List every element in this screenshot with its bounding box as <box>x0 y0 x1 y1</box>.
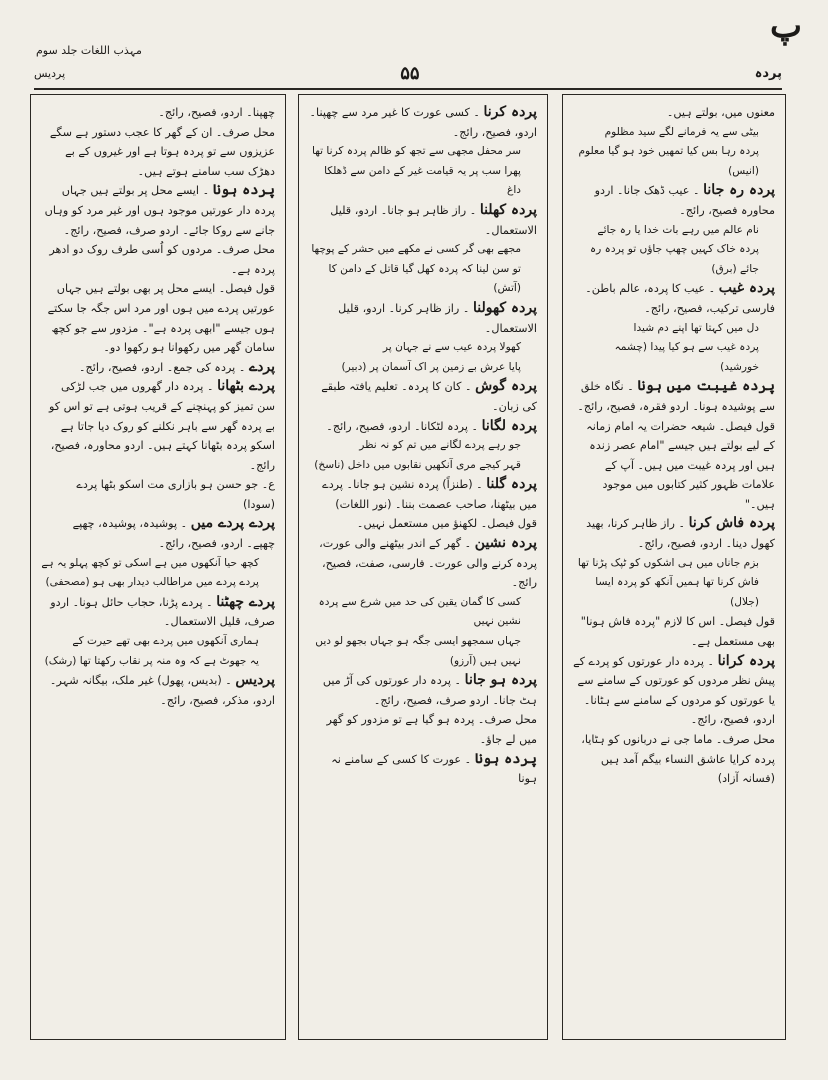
entry-definition: پردے پڑنا، حجاب حائل ہونا۔ اردو صرف، قلیل الاستعمال۔ <box>50 595 275 629</box>
dictionary-entry: پردہ ہونا ۔ عورت کا کسی کے سامنے نہ ہونا <box>331 750 537 786</box>
entry-verse-line: سر محفل مجھی سے تجھ کو ظالم پردہ کرنا تھا <box>311 145 521 158</box>
entry-definition: پردہ کی جمع۔ اردو، فصیح، رائج۔ <box>78 360 236 374</box>
entry-definition: محل صرف۔ پردہ ہو گیا ہے تو مزدور کو گھر میں لے جاؤ۔ <box>326 713 537 746</box>
book-title: مہذب اللغات جلد سوم <box>36 44 142 57</box>
entry-verse-line: قہر کیجے مری آنکھیں نقابوں میں داخل (ناسخ) <box>314 458 521 471</box>
entry-verse-line: پردے پردے میں مراطالب دیدار بھی ہو (مصحفی) <box>45 576 259 589</box>
dictionary-entry <box>309 142 537 201</box>
dictionary-entry <box>573 730 775 789</box>
entry-definition: راز ظاہر کرنا، بھید کھول دینا۔ اردو، فصیح، رائج۔ <box>586 517 775 551</box>
dictionary-entry: پردہ ہونا ۔ ایسے محل پر بولتے ہیں جہاں پردہ دار عورتیں موجود ہوں اور غیر مرد کو وہاں جانے سے روکا جائے۔ اردو صرف، فصیح، رائج۔ <box>44 182 275 237</box>
entry-headword: پردہ کھلنا <box>479 201 537 218</box>
dictionary-entry: پردہ کھلنا ۔ راز ظاہر ہو جانا۔ اردو، قلیل الاستعمال۔ <box>330 201 537 237</box>
entry-definition: معنوں میں، بولتے ہیں۔ <box>666 106 775 119</box>
dictionary-entry: پردہ ہو جانا ۔ پردہ دار عورتوں کی آڑ میں ہٹ جانا۔ اردو صرف، فصیح، رائج۔ <box>322 672 537 707</box>
dictionary-entry: پردہ کھولنا ۔ راز ظاہر کرنا۔ اردو، قلیل الاستعمال۔ <box>338 299 537 335</box>
entry-headword: پردہ لگانا <box>481 417 537 434</box>
entry-definition: قول فیصل۔ اس کا لازم "پردہ فاش ہونا" بھی مستعمل ہے۔ <box>580 615 775 649</box>
entry-verse-line: دل میں کہتا تھا اپنے دم شیدا <box>633 321 759 334</box>
dictionary-entry <box>309 593 537 671</box>
entry-headword: پردیس <box>235 672 275 689</box>
entry-headword: پردے چھٹنا <box>216 593 275 610</box>
entry-verse-line: پردہ خاک کہیں چھپ جاؤں تو پردہ رہ جائے (برق) <box>589 243 759 275</box>
header-last-word: پردیس <box>34 66 66 80</box>
dictionary-entry <box>573 319 775 378</box>
entry-definition: قول فیصل۔ شیعہ حضرات یہ امام زمانہ کے لیے بولتے ہیں جیسے "امام عصر زندہ ہیں اور پردہ غیبت میں ہیں۔ آپ کے علامات ظہور کثیر کتابوں میں موجود ہیں۔" <box>586 419 775 511</box>
dictionary-entry <box>309 436 537 475</box>
dictionary-entry <box>41 279 275 357</box>
dictionary-entry <box>41 103 275 123</box>
dictionary-entry <box>41 123 275 182</box>
header-first-word: پردہ <box>754 65 782 81</box>
page-header <box>34 58 782 90</box>
dictionary-entry: پردیس ۔ (بدیس، پھول) غیر ملک، بیگانہ شہر۔ اردو، مذکر، فصیح، رائج۔ <box>49 672 275 707</box>
dictionary-entry: پردہ رہ جانا ۔ عیب ڈھک جانا۔ اردو محاورہ فصیح، رائج۔ <box>594 182 775 217</box>
entry-headword: پردے بٹھانا <box>217 378 275 395</box>
entry-definition: محل صرف۔ ماما جی نے دربانوں کو ہٹایا، پردہ کرایا عاشق النساء بیگم آمد ہیں (فسانہ آزاد) <box>581 733 775 786</box>
dictionary-entry <box>309 514 537 534</box>
dictionary-entry <box>41 475 275 514</box>
entry-headword: پردہ گوش <box>475 378 537 395</box>
entry-verse-line: تو سن لینا کہ پردہ کھل گیا قاتل کے دامن کا (آتش) <box>328 262 521 295</box>
entry-headword: پردہ کھولنا <box>472 299 537 316</box>
page-number: ۵۵ <box>400 62 420 84</box>
dictionary-entry <box>309 338 537 377</box>
dictionary-entry <box>309 710 537 749</box>
entry-verse-line: کچھ حیا آنکھوں میں ہے اسکی تو کچھ پہلو یہ ہے <box>41 556 259 569</box>
dictionary-entry <box>573 554 775 613</box>
dictionary-entry: پردہ غیبت میں ہونا ۔ نگاہ خلق سے پوشیدہ ہونا۔ اردو فقرہ، فصیح، رائج۔ <box>577 378 775 413</box>
entry-verse-line: جہاں سمجھو ایسی جگہ ہو جہاں بجھو لو دیں نہیں ہیں (آرزو) <box>315 635 521 667</box>
column-middle <box>298 94 548 1040</box>
entry-definition: چھپنا۔ اردو، فصیح، رائج۔ <box>158 106 275 119</box>
entry-definition: قول فیصل۔ لکھنؤ میں مستعمل نہیں۔ <box>356 517 537 531</box>
entry-headword: پردہ رہ جانا <box>703 182 775 199</box>
entry-verse-line: پردہ رہا بس کیا تمھیں خود ہو گیا معلوم (انیس) <box>578 145 759 177</box>
entry-verse-line: پردہ غیب سے ہو کیا پیدا (چشمہ خورشید) <box>614 341 759 373</box>
dictionary-entry <box>573 123 775 182</box>
entry-headword: پردے پردے میں <box>190 515 275 532</box>
dictionary-entry: پردے پردے میں ۔ پوشیدہ، پوشیدہ، چھپے چھپے۔ اردو، فصیح، رائج۔ <box>72 515 275 551</box>
entry-verse-line: بزم جاناں میں ہی اشکوں کو ٹپک پڑنا تھا <box>577 556 759 569</box>
entry-headword: پردہ ہونا <box>212 182 275 199</box>
entry-definition: پردہ دار عورتوں کو پردے کے پیش نظر مردوں کو عورتوں کے سامنے سے یا عورتوں کو مردوں کے سامنے سے ہٹانا۔ اردو، فصیح، رائج۔ <box>573 654 775 727</box>
entry-verse-line: نام عالم میں رہے بات خدا یا رہ جائے <box>597 223 759 236</box>
entry-definition: قول فیصل۔ ایسے محل پر بھی بولتے ہیں جہاں عورتیں پردے میں ہوں اور مرد اس جگہ جا سکتے ہوں جیسے "ابھی پردہ ہے"۔ مزدور سے جو کچھ سامان گھر میں رکھوانا ہو رکھوا دو۔ <box>47 282 275 355</box>
dictionary-entry <box>573 417 775 515</box>
column-left <box>30 94 286 1040</box>
dictionary-entry <box>573 612 775 651</box>
entry-definition: عورت کا کسی کے سامنے نہ ہونا <box>331 752 537 786</box>
dictionary-entry: پردے چھٹنا ۔ پردے پڑنا، حجاب حائل ہونا۔ اردو صرف، قلیل الاستعمال۔ <box>50 593 275 629</box>
dictionary-entry: پردہ لگانا ۔ پردہ لٹکانا۔ اردو، فصیح، رائج۔ <box>326 417 537 434</box>
entry-definition: (طنزاً) پردہ نشین ہو جانا۔ پردے میں بیٹھنا، صاحب عصمت بننا۔ (نور اللغات) <box>322 478 537 511</box>
entry-definition: پردہ لٹکانا۔ اردو، فصیح، رائج۔ <box>326 419 468 433</box>
entry-verse-line: بیٹی سے یہ فرمانے لگے سید مظلوم <box>604 125 759 138</box>
dictionary-entry: پردے بٹھانا ۔ پردہ دار گھروں میں جب لڑکی سن تمیز کو پہنچنے کے قریب ہوتی ہے تو اس کو بے پردہ گھر سے باہر نکلنے کو روک دیا جاتا ہے اسکو پردہ بٹھانا کہتے ہیں۔ اردو محاورہ، فصیح، رائج۔ <box>48 378 275 472</box>
entry-verse-line: ہماری آنکھوں میں پردے بھی تھے حیرت کے <box>72 635 259 648</box>
entry-headword: پردہ ہو جانا <box>464 672 537 689</box>
entry-headword: پردہ غیب <box>718 280 775 297</box>
dictionary-entry <box>309 240 537 299</box>
entry-headword: پردہ فاش کرنا <box>688 515 775 532</box>
entry-definition: گھر کے اندر بیٹھنے والی عورت، پردہ کرنے والی عورت۔ فارسی، صفت، فصیح، رائج۔ <box>319 537 537 590</box>
entry-verse-line: پایا عرش بے زمین پر اک آسمان پر (دبیر) <box>341 360 521 373</box>
entry-verse-line: یہ جھوٹ ہے کہ وہ منہ پر نقاب رکھتا تھا (رشک) <box>44 654 259 667</box>
dictionary-entry: پردہ کرانا ۔ پردہ دار عورتوں کو پردے کے پیش نظر مردوں کو عورتوں کے سامنے سے یا عورتوں کو مردوں کے سامنے سے ہٹانا۔ اردو، فصیح، رائج۔ <box>573 652 775 727</box>
dictionary-entry <box>41 632 275 671</box>
entry-verse-line: کھولا پردہ عیب سے نے جہان پر <box>382 341 521 354</box>
entry-definition: ایسے محل پر بولتے ہیں جہاں پردہ دار عورتیں موجود ہوں اور غیر مرد کو وہاں جانے سے روکا جائے۔ اردو صرف، فصیح، رائج۔ <box>44 184 275 237</box>
entry-verse-line: جو رہے پردے لگانے میں تم کو نہ نظر <box>359 439 521 452</box>
entry-definition: محل صرف۔ مردوں کو اُسی طرف روک دو ادھر پردہ ہے۔ <box>49 243 275 276</box>
entry-headword: پردہ گلنا <box>486 476 537 493</box>
entry-verse-line: پھرا سب پر یہ قیامت غیر کے دامن سے ڈھلکا داغ <box>324 164 521 197</box>
column-middle-text <box>299 95 547 795</box>
entry-definition: عیب ڈھک جانا۔ اردو محاورہ فصیح، رائج۔ <box>594 184 775 217</box>
entry-definition: عیب کا پردہ، عالم باطن۔ فارسی ترکیب، فصیح، رائج۔ <box>585 282 775 315</box>
entry-definition: ع۔ جو حسن ہو بازاری مت اسکو بٹھا پردے (سودا) <box>76 478 275 511</box>
dictionary-entry <box>573 221 775 280</box>
entry-definition: نگاہ خلق سے پوشیدہ ہونا۔ اردو فقرہ، فصیح، رائج۔ <box>577 380 775 413</box>
section-letter: پ <box>769 6 802 46</box>
dictionary-entry: پردہ گوش ۔ کان کا پردہ۔ تعلیم یافتہ طبقے کی زبان۔ <box>321 378 537 413</box>
entry-definition: محل صرف۔ ان کے گھر کا عجب دستور ہے سگے عزیزوں سے تو پردہ ہوتا ہے اور غیروں کے بے دھڑک سب سامنے ہوتے ہیں۔ <box>49 125 275 178</box>
entry-definition: راز ظاہر ہو جانا۔ اردو، قلیل الاستعمال۔ <box>330 203 537 237</box>
entry-definition: پردہ دار گھروں میں جب لڑکی سن تمیز کو پہنچنے کے قریب ہوتی ہے تو اس کو بے پردہ گھر سے باہر نکلنے کو روک دیا جاتا ہے اسکو پردہ بٹھانا کہتے ہیں۔ اردو محاورہ، فصیح، رائج۔ <box>48 380 275 472</box>
column-right <box>562 94 786 1040</box>
entry-headword: پردہ کرنا <box>483 104 537 120</box>
dictionary-entry: پردہ فاش کرنا ۔ راز ظاہر کرنا، بھید کھول دینا۔ اردو، فصیح، رائج۔ <box>586 515 775 551</box>
entry-definition: (بدیس، پھول) غیر ملک، بیگانہ شہر۔ اردو، مذکر، فصیح، رائج۔ <box>49 674 275 707</box>
dictionary-entry <box>573 103 775 123</box>
entry-headword: پردہ غیبت میں ہونا <box>637 378 775 395</box>
dictionary-entry: پردہ کرنا ۔ کسی عورت کا غیر مرد سے چھپنا۔ اردو، فصیح، رائج۔ <box>309 104 537 139</box>
entry-definition: پوشیدہ، پوشیدہ، چھپے چھپے۔ اردو، فصیح، رائج۔ <box>72 517 275 551</box>
entry-verse-line: کسی کا گمان یقین کی حد میں شرع سے پردہ نشین نہیں <box>318 595 521 628</box>
entry-verse-line: مجھے بھی گر کسی نے مکھے میں حشر کے پوچھا <box>311 243 521 256</box>
entry-headword: پردہ کرانا <box>717 652 775 669</box>
entry-verse-line: فاش کرنا تھا ہمیں آنکھ کو پردہ ایسا (جلال) <box>595 576 759 608</box>
entry-headword: پردہ نشین <box>474 535 537 552</box>
column-right-text <box>563 95 785 795</box>
dictionary-entry <box>41 240 275 279</box>
dictionary-entry: پردہ گلنا ۔ (طنزاً) پردہ نشین ہو جانا۔ پردے میں بیٹھنا، صاحب عصمت بننا۔ (نور اللغات) <box>322 476 537 511</box>
dictionary-entry: پردہ غیب ۔ عیب کا پردہ، عالم باطن۔ فارسی ترکیب، فصیح، رائج۔ <box>585 280 775 315</box>
dictionary-entry <box>41 554 275 593</box>
entry-headword: پردہ ہونا <box>474 750 537 767</box>
entry-headword: پردے <box>248 358 275 375</box>
entry-definition: کان کا پردہ۔ تعلیم یافتہ طبقے کی زبان۔ <box>321 380 537 413</box>
entry-definition: راز ظاہر کرنا۔ اردو، قلیل الاستعمال۔ <box>338 301 537 335</box>
entry-definition: کسی عورت کا غیر مرد سے چھپنا۔ اردو، فصیح، رائج۔ <box>309 106 537 139</box>
entry-definition: پردہ دار عورتوں کی آڑ میں ہٹ جانا۔ اردو صرف، فصیح، رائج۔ <box>322 674 537 707</box>
dictionary-entry: پردہ نشین ۔ گھر کے اندر بیٹھنے والی عورت، پردہ کرنے والی عورت۔ فارسی، صفت، فصیح، رائج۔ <box>319 535 537 590</box>
dictionary-entry: پردے ۔ پردہ کی جمع۔ اردو، فصیح، رائج۔ <box>78 358 275 375</box>
column-left-text <box>31 95 285 716</box>
